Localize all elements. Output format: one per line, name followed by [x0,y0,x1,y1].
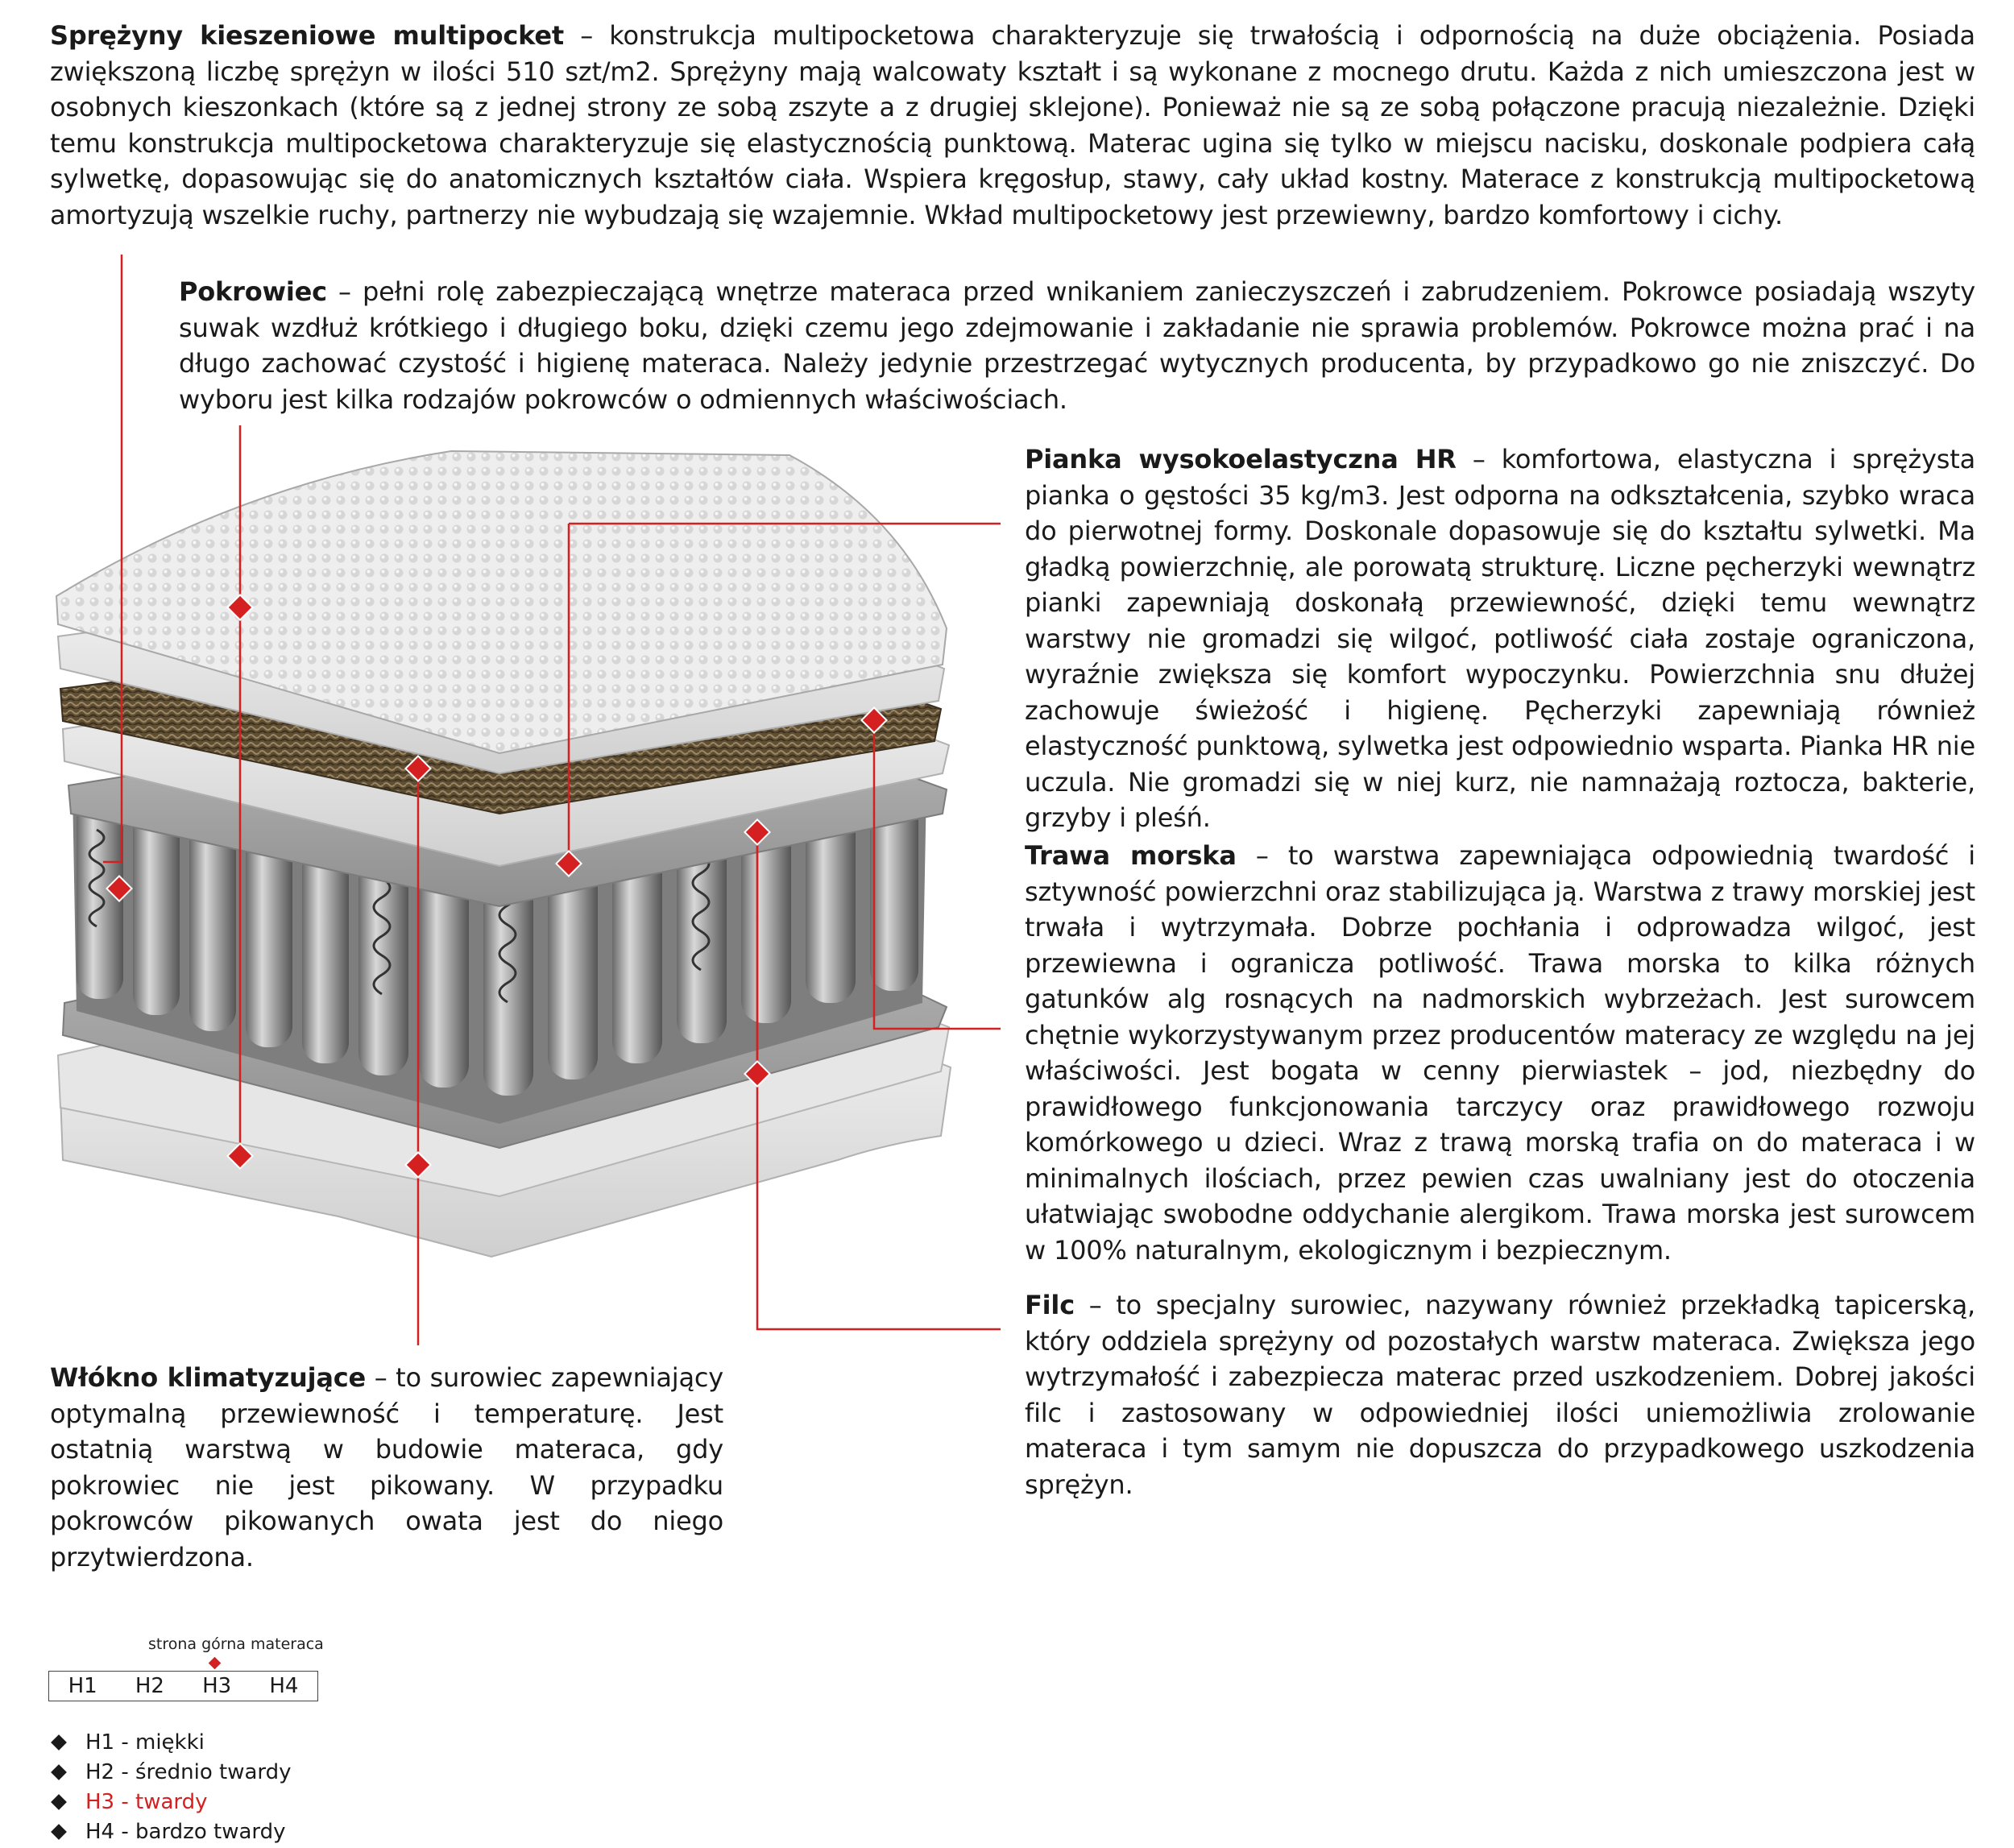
seaweed-text: – to warstwa zapewniająca odpowiednią twardość i sztywność powierzchni oraz stabilizująca ją. Warstwa z trawy morskiej jest trwała i wytrzymała. Dobrze pochłania i odprowadza wilgoć, jest przewiewna i ogranicza potliwość. Trawa morska to kilka różnych gatunków alg rosnących na nadmorskich wybrzeżach. Jest surowcem chętnie wykorzystywanym przez producentów materacy ze względu na jej właściwości. Jest bogata w cenny pierwiastek – jod, niezbędny do prawidłowego funkcjonowania tarczycy oraz prawidłowego rozwoju komórkowego u dzieci. Wraz z trawą morską trafia on do materaca i w minimalnych ilościach, przez pewien czas uwalniany jest do otoczenia ułatwiając swobodne oddychanie alergikom. Trawa morska jest surowcem w 100% naturalnym, ekologicznym i bezpiecznym. [1025,840,1975,1266]
quilted-top-cover [56,451,947,753]
hardness-cell-h3: H3 [202,1674,232,1698]
legend-label: H2 - średnio twardy [85,1760,292,1784]
leader-lines [103,255,1001,1345]
hardness-caption: strona górna materaca [148,1635,324,1653]
cover-paragraph [179,274,1975,417]
top-felt-layer [68,689,947,906]
seaweed-paragraph [1025,838,1975,1268]
upper-fiber-layer [63,636,949,866]
felt-paragraph [1025,1287,1975,1502]
foam-text: – komfortowa, elastyczna i sprężysta pianka o gęstości 35 kg/m3. Jest odporna na odkształcenia, szybko wraca do pierwotnej formy. Doskonale dopasowuje się do kształtu sylwetki. Ma gładką powierzchnię, ale porowatą strukturę. Liczne pęcherzyki wewnątrz pianki zapewniają doskonałą przewiewność, dzięki temu wewnątrz warstwy nie gromadzi się wilgoć, potliwość ciała zostaje ograniczona, wyraźnie zwiększa się komfort wypoczynku. Powierzchnia snu dłużej zachowuje świeżość i higienę. Pęcherzyki zapewniają również elastyczność punktową, sylwetka jest odpowiednio wsparta. Pianka HR nie uczula. Nie gromadzi się w niej kurz, nie namnażają roztocza, bakterie, grzyby i pleśń. [1025,444,1975,833]
legend-label: H4 - bardzo twardy [85,1820,286,1844]
diamond-bullet-icon [51,1734,67,1751]
hardness-cell-h1: H1 [68,1674,97,1698]
legend-label: H3 - twardy [85,1790,208,1814]
bottom-fiber-layer [58,918,949,1196]
legend-label: H1 - miękki [85,1730,205,1755]
hr-foam-layer [58,556,944,773]
spring-row [77,785,918,1096]
felt-text: – to specjalny surowiec, nazywany również przekładką tapicerską, który oddziela sprężyny od pozostałych warstw materaca. Zwiększa jego wytrzymałość i zabezpiecza materac przed uszkodzeniem. Dobrej jakości filc i zastosowany w odpowiedniej ilości uniemożliwia zrolowanie materaca i tym samym nie dopuszcza do przypadkowego uszkodzenia sprężyn. [1025,1290,1975,1500]
diamond-bullet-icon [51,1824,67,1840]
foam-title: Pianka wysokoelastyczna HR [1025,444,1457,474]
spring-block [73,685,926,1124]
seaweed-layer [60,612,941,814]
hardness-cell-h4: H4 [269,1674,299,1698]
intro-paragraph [50,18,1975,233]
hardness-scale-bar [48,1671,318,1701]
bottom-cover-layer [60,955,951,1257]
leader-markers [106,595,886,1177]
selected-hardness-marker [209,1657,222,1670]
diamond-bullet-icon [51,1794,67,1810]
hardness-cell-h2: H2 [135,1674,164,1698]
cover-title: Pokrowiec [179,276,327,307]
fiber-paragraph [50,1360,723,1575]
cover-text: – pełni rolę zabezpieczającą wnętrze materaca przed wnikaniem zanieczyszczeń i zabrudzeniem. Pokrowce posiadają wszyty suwak wzdłuż krótkiego i długiego boku, dzięki czemu jego zdejmowanie i zakładanie nie sprawia problemów. Pokrowce można prać i na długo zachować czystość i higienę materaca. Należy jedynie przestrzegać wytycznych producenta, by przypadkowo go nie zniszczyć. Do wyboru jest kilka rodzajów pokrowców o odmiennych właściwościach. [179,276,1975,415]
bottom-felt-layer [63,874,947,1148]
seaweed-title: Trawa morska [1025,840,1237,871]
intro-text: – konstrukcja multipocketowa charakteryzuje się trwałością i odpornością na duże obciążenia. Posiada zwiększoną liczbę sprężyn w ilości 510 szt/m2. Sprężyny mają walcowaty kształt i są wykonane z mocnego drutu. Każda z nich umieszczona jest w osobnych kieszonkach (które są z jednej strony ze sobą zszyte a z drugiej sklejone). Ponieważ nie są ze sobą połączone pracują niezależnie. Dzięki temu konstrukcja multipocketowa charakteryzuje się elastycznością punktową. Materac ugina się tylko w miejscu nacisku, doskonale podpiera całą sylwetkę, dopasowując się do anatomicznych kształtów ciała. Wspiera kręgosłup, stawy, cały układ kostny. Materace z konstrukcją multipocketową amortyzują wszelkie ruchy, partnerzy nie wybudzają się wzajemnie. Wkład multipocketowy jest przewiewny, bardzo komfortowy i cichy. [50,20,1975,230]
fiber-text: – to surowiec zapewniający optymalną przewiewność i temperaturę. Jest ostatnią warstwą w budowie materaca, gdy pokrowiec nie jest pikowany. W przypadku pokrowców pikowanych owata jest do niego przytwierdzona. [50,1362,723,1572]
hardness-scale [48,1635,371,1716]
felt-title: Filc [1025,1290,1075,1320]
foam-paragraph [1025,441,1975,836]
diamond-bullet-icon [51,1764,67,1780]
fiber-title: Włókno klimatyzujące [50,1362,367,1393]
intro-title: Sprężyny kieszeniowe multipocket [50,20,564,51]
